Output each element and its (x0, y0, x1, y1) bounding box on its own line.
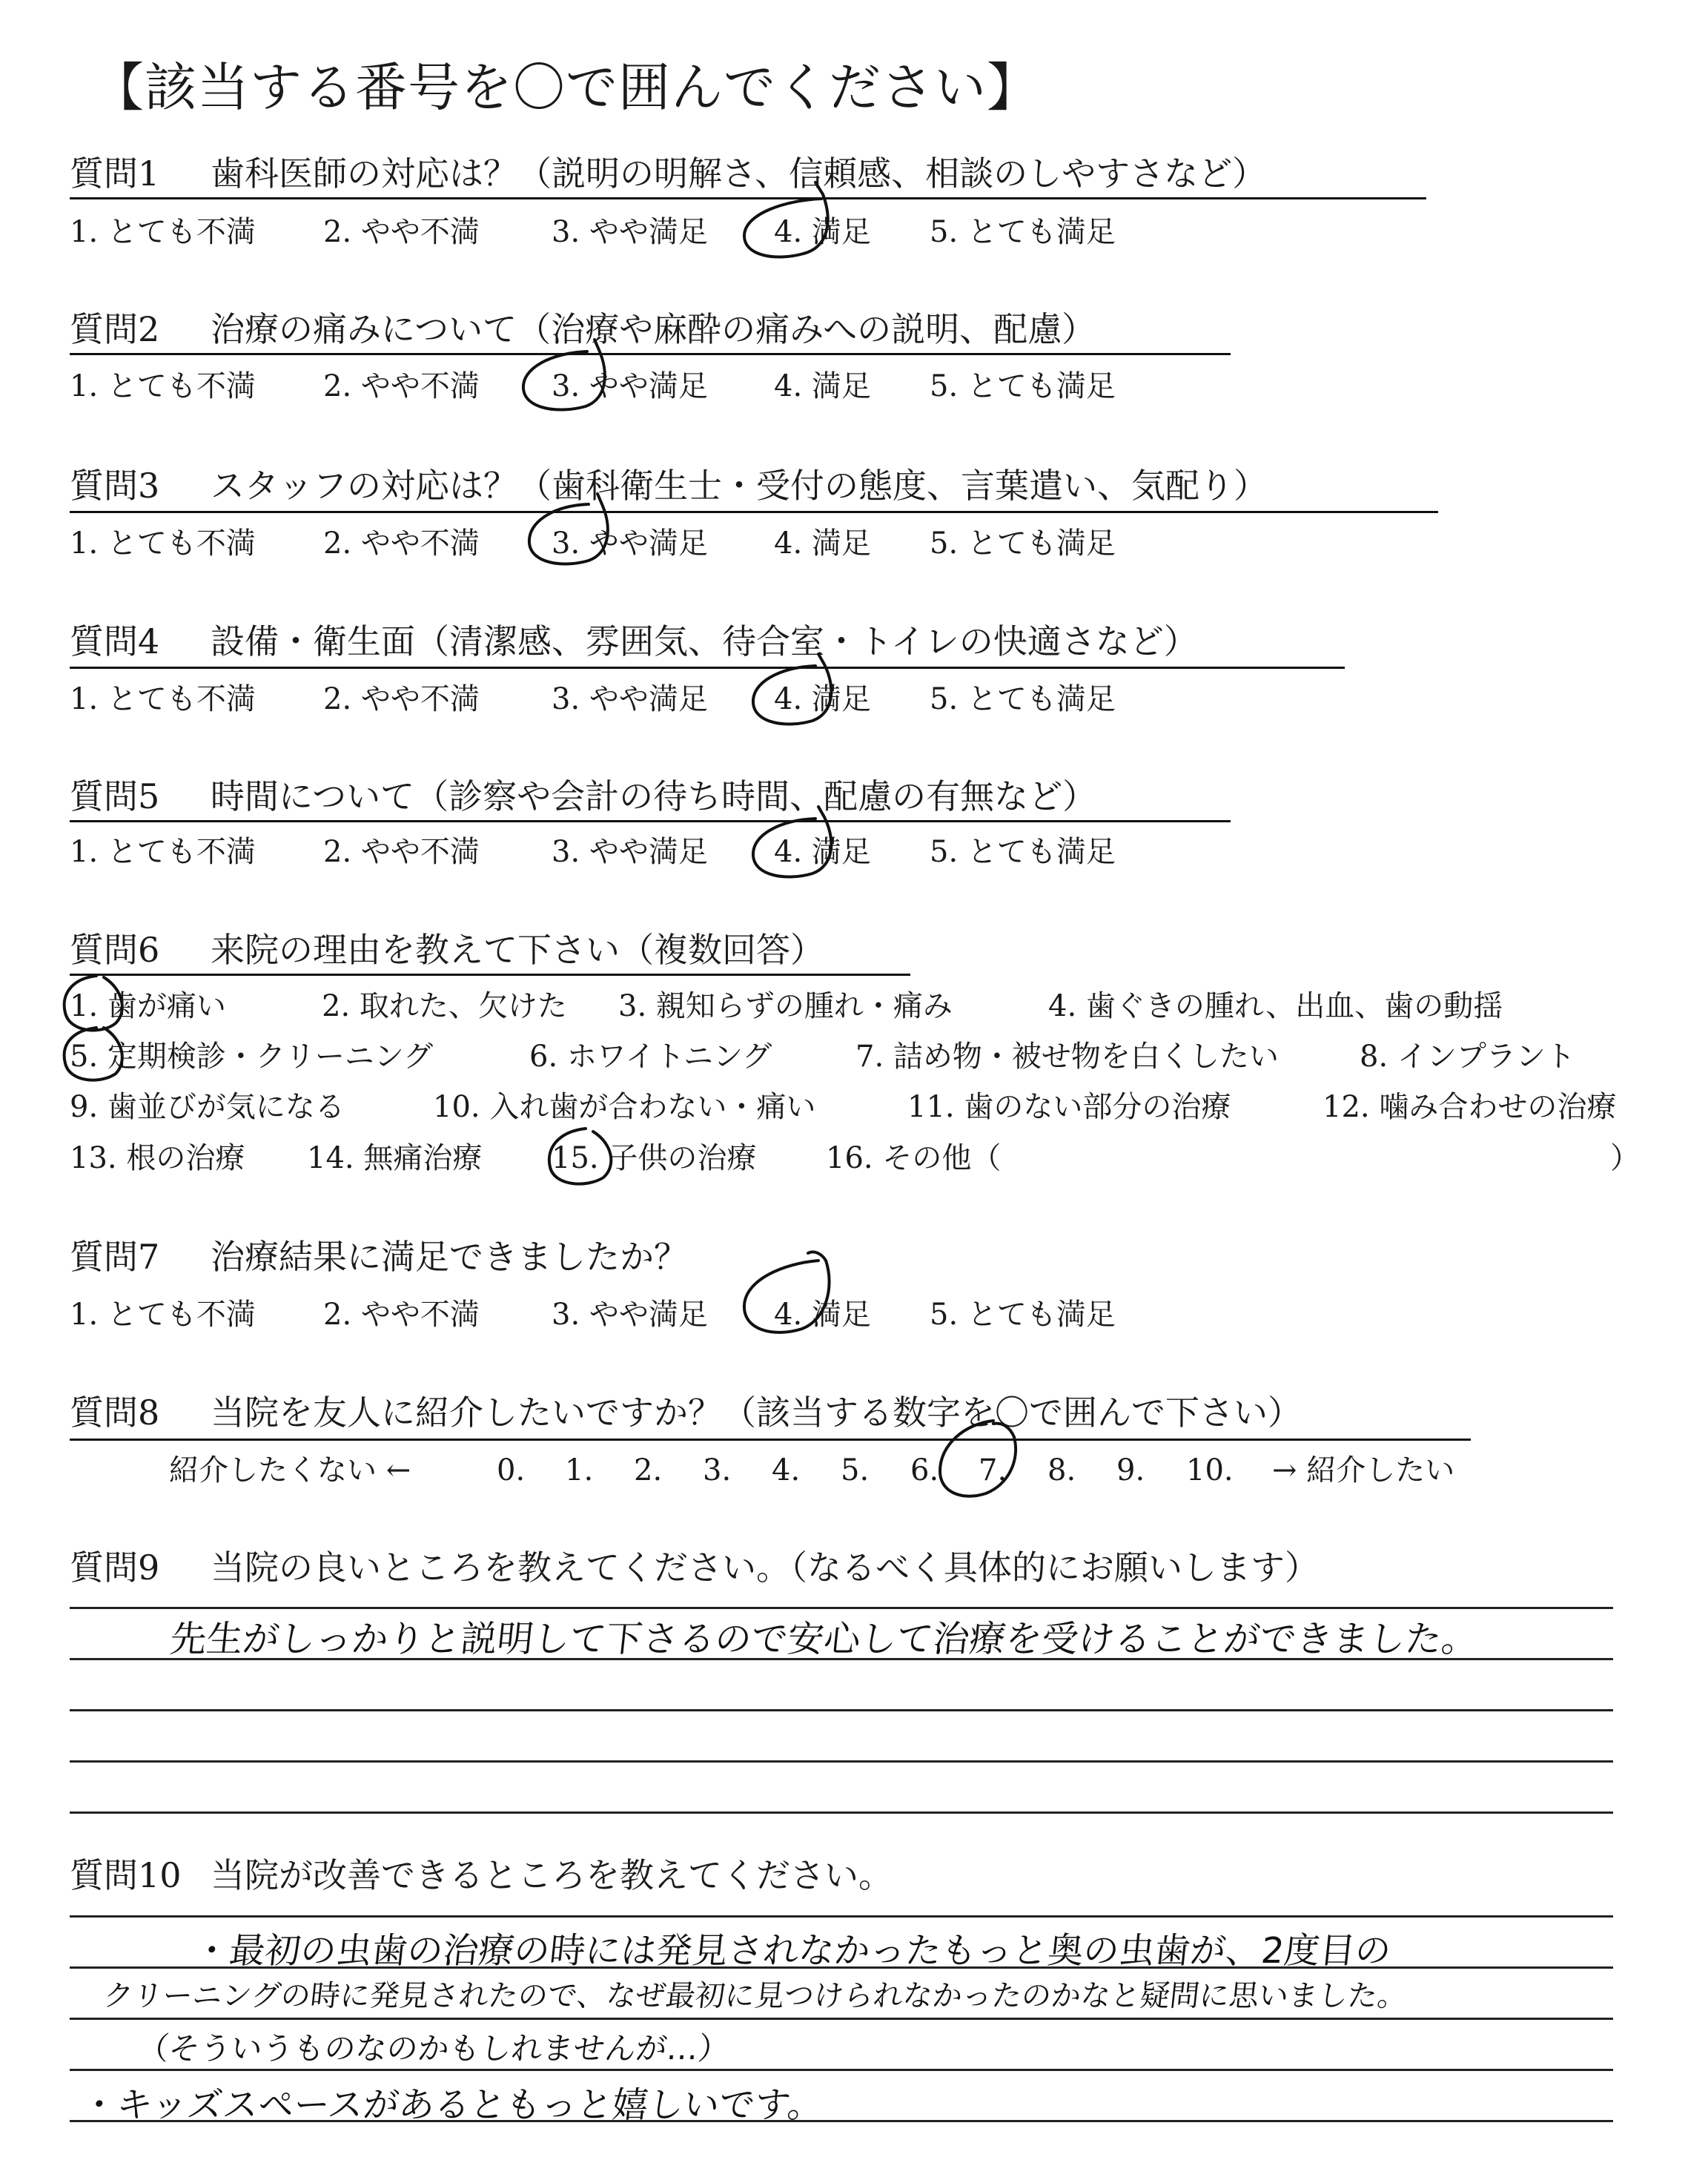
reason-option-6[interactable]: 6. ホワイトニング (529, 1040, 772, 1074)
option-4[interactable]: 4. 満足 (774, 215, 871, 249)
question-text: 時間について（診察や会計の待ち時間、配慮の有無など） (211, 776, 1097, 816)
reason-option-3[interactable]: 3. 親知らずの腫れ・痛み (618, 989, 953, 1023)
option-5[interactable]: 5. とても満足 (930, 369, 1116, 403)
reason-row-3 (70, 1089, 1634, 1126)
option-2[interactable]: 2. やや不満 (323, 215, 480, 249)
scale-value-3[interactable]: 3. (703, 1453, 732, 1487)
answer-line (70, 2069, 1613, 2071)
option-5[interactable]: 5. とても満足 (930, 682, 1116, 716)
reason-option-8[interactable]: 8. インプラント (1360, 1040, 1575, 1074)
answer-line (70, 2018, 1613, 2020)
handwritten-answer-line[interactable]: ・最初の虫歯の治療の時には発見されなかったもっと奥の虫歯が、2度目の (191, 1930, 1394, 1972)
question-text: 当院が改善できるところを教えてください。 (211, 1855, 893, 1895)
option-3[interactable]: 3. やや満足 (552, 215, 708, 249)
reason-option-16[interactable]: 16. その他（ (826, 1141, 1002, 1175)
option-5[interactable]: 5. とても満足 (930, 835, 1116, 869)
option-4[interactable]: 4. 満足 (774, 682, 871, 716)
answer-line (70, 1607, 1613, 1609)
answer-scale (70, 214, 1256, 251)
option-5[interactable]: 5. とても満足 (930, 1298, 1116, 1332)
scale-left-label: 紹介したくない ← (169, 1453, 411, 1487)
option-3[interactable]: 3. やや満足 (552, 369, 708, 403)
question-label: 質問4 (70, 621, 160, 661)
answer-scale (70, 833, 1256, 871)
question-text: 当院の良いところを教えてください。（なるべく具体的にお願いします） (211, 1548, 1319, 1588)
handwritten-answer-line[interactable]: クリーニングの時に発見されたので、なぜ最初に見つけられなかったのかなと疑問に思いました。 (102, 1979, 1409, 2013)
reason-row-2 (70, 1038, 1626, 1075)
option-2[interactable]: 2. やや不満 (323, 682, 480, 716)
underline (70, 511, 1438, 513)
reason-row-4 (70, 1140, 1640, 1177)
scale-value-4[interactable]: 4. (772, 1453, 801, 1487)
option-2[interactable]: 2. やや不満 (323, 369, 480, 403)
reason-option-10[interactable]: 10. 入れ歯が合わない・痛い (433, 1090, 816, 1124)
reason-option-14[interactable]: 14. 無痛治療 (307, 1141, 483, 1175)
option-2[interactable]: 2. やや不満 (323, 1298, 480, 1332)
option-3[interactable]: 3. やや満足 (552, 526, 708, 561)
reason-row-1 (70, 988, 1626, 1025)
answer-scale (70, 1296, 1256, 1333)
reason-option-4[interactable]: 4. 歯ぐきの腫れ、出血、歯の動揺 (1048, 989, 1503, 1023)
option-3[interactable]: 3. やや満足 (552, 835, 708, 869)
reason-option-1[interactable]: 1. 歯が痛い (70, 989, 226, 1023)
answer-scale (70, 368, 1256, 405)
answer-line (70, 1760, 1613, 1763)
question-label: 質問10 (70, 1855, 182, 1895)
reason-option-15[interactable]: 15. 子供の治療 (552, 1141, 757, 1175)
underline (70, 1439, 1471, 1441)
answer-line (70, 1915, 1613, 1918)
scale-value-6[interactable]: 6. (910, 1453, 939, 1487)
option-1[interactable]: 1. とても不満 (70, 1298, 256, 1332)
scale-value-8[interactable]: 8. (1047, 1453, 1076, 1487)
scale-value-5[interactable]: 5. (841, 1453, 870, 1487)
question-label: 質問7 (70, 1237, 160, 1277)
option-1[interactable]: 1. とても不満 (70, 526, 256, 561)
handwritten-answer-line[interactable]: （そういうものなのかもしれませんが…） (136, 2030, 732, 2067)
scale-value-7[interactable]: 7. (979, 1453, 1007, 1487)
question-text: 治療の痛みについて（治療や麻酔の痛みへの説明、配慮） (211, 309, 1096, 349)
reason-option-13[interactable]: 13. 根の治療 (70, 1141, 245, 1175)
reason-option-9[interactable]: 9. 歯並びが気になる (70, 1090, 345, 1124)
option-4[interactable]: 4. 満足 (774, 835, 871, 869)
option-1[interactable]: 1. とても不満 (70, 835, 256, 869)
handwritten-answer-line[interactable]: ・キッズスペースがあるともっと嬉しいです。 (79, 2084, 826, 2126)
other-close-paren: ） (1610, 1141, 1640, 1175)
scale-value-2[interactable]: 2. (634, 1453, 663, 1487)
option-1[interactable]: 1. とても不満 (70, 682, 256, 716)
question-text: 当院を友人に紹介したいですか？（該当する数字を〇で囲んで下さい） (211, 1393, 1302, 1433)
option-4[interactable]: 4. 満足 (774, 1298, 871, 1332)
question-text: 治療結果に満足できましたか？ (211, 1237, 688, 1277)
option-3[interactable]: 3. やや満足 (552, 1298, 708, 1332)
question-text: 来院の理由を教えて下さい（複数回答） (211, 930, 824, 970)
option-1[interactable]: 1. とても不満 (70, 369, 256, 403)
option-5[interactable]: 5. とても満足 (930, 215, 1116, 249)
answer-scale (70, 525, 1256, 562)
option-4[interactable]: 4. 満足 (774, 369, 871, 403)
reason-option-11[interactable]: 11. 歯のない部分の治療 (907, 1090, 1231, 1124)
question-label: 質問1 (70, 153, 160, 194)
option-3[interactable]: 3. やや満足 (552, 682, 708, 716)
reason-option-5[interactable]: 5. 定期検診・クリーニング (70, 1040, 434, 1074)
question-label: 質問2 (70, 309, 160, 349)
answer-scale (70, 681, 1256, 718)
reason-option-7[interactable]: 7. 詰め物・被せ物を白くしたい (855, 1040, 1279, 1074)
question-label: 質問8 (70, 1393, 160, 1433)
question-label: 質問6 (70, 930, 160, 970)
question-label: 質問3 (70, 466, 160, 506)
scale-value-9[interactable]: 9. (1116, 1453, 1145, 1487)
reason-option-2[interactable]: 2. 取れた、欠けた (322, 989, 567, 1023)
underline (70, 820, 1231, 822)
answer-line (70, 1811, 1613, 1814)
option-5[interactable]: 5. とても満足 (930, 526, 1116, 561)
scale-value-10[interactable]: 10. (1186, 1453, 1234, 1487)
question-text: スタッフの対応は？（歯科衛生士・受付の態度、言葉遣い、気配り） (211, 466, 1268, 506)
underline (70, 353, 1231, 355)
question-label: 質問5 (70, 776, 160, 816)
underline (70, 974, 910, 976)
underline (70, 197, 1426, 199)
handwritten-answer[interactable]: 先生がしっかりと説明して下さるので安心して治療を受けることができました。 (168, 1618, 1480, 1660)
underline (70, 667, 1345, 669)
scale-value-0[interactable]: 0. (497, 1453, 526, 1487)
question-text: 設備・衛生面（清潔感、雰囲気、待合室・トイレの快適さなど） (211, 621, 1198, 661)
reason-option-12[interactable]: 12. 噛み合わせの治療 (1323, 1090, 1617, 1124)
option-2[interactable]: 2. やや不満 (323, 526, 480, 561)
answer-line (70, 1709, 1613, 1711)
question-label: 質問9 (70, 1548, 160, 1588)
instruction-heading: 【該当する番号を〇で囲んでください】 (92, 57, 1039, 118)
scale-right-label: → 紹介したい (1272, 1453, 1455, 1487)
option-2[interactable]: 2. やや不満 (323, 835, 480, 869)
scale-value-1[interactable]: 1. (565, 1453, 594, 1487)
option-4[interactable]: 4. 満足 (774, 526, 871, 561)
option-1[interactable]: 1. とても不満 (70, 215, 256, 249)
recommend-scale (0, 1452, 1708, 1489)
question-text: 歯科医師の対応は？（説明の明解さ、信頼感、相談のしやすさなど） (211, 153, 1267, 194)
